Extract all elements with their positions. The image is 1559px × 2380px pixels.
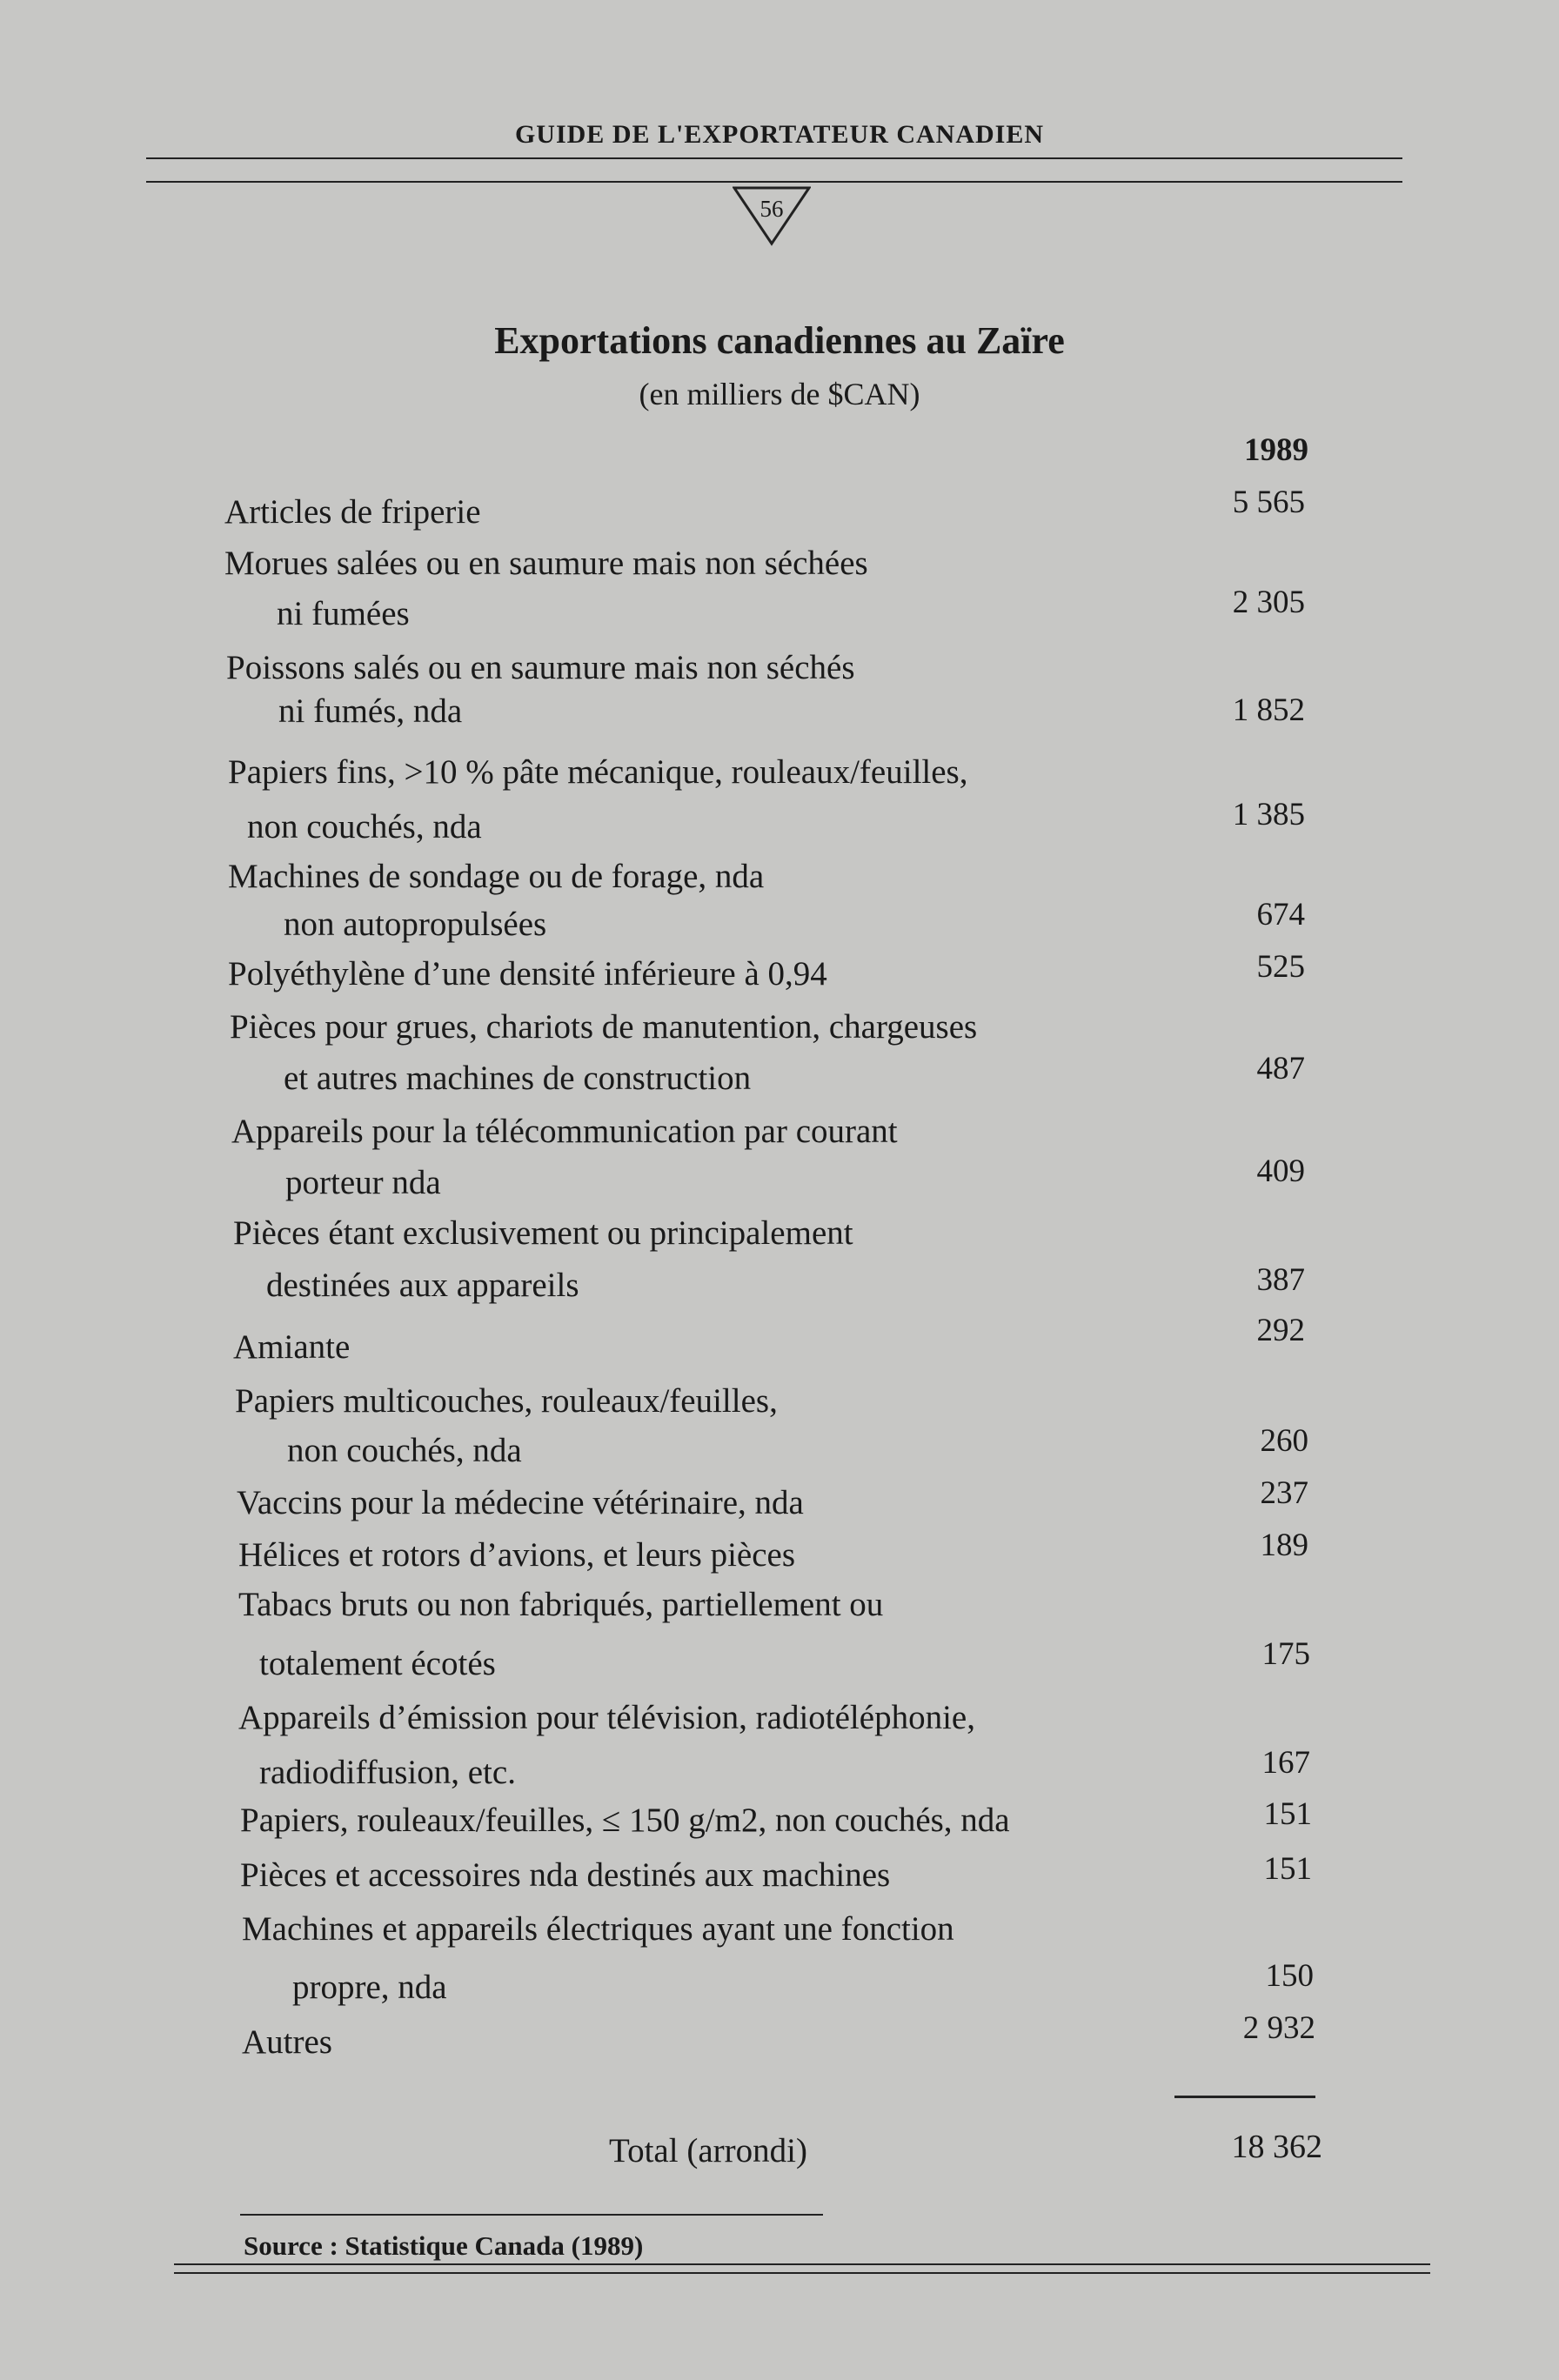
table-subtitle: (en milliers de $CAN) [639,377,920,411]
row-label-continued: radiodiffusion, etc. [259,1754,516,1791]
row-value: 1 385 [1232,797,1305,832]
row-label: Polyéthylène d’une densité inférieure à 0,94 [228,955,827,993]
total-value: 18 362 [1231,2129,1322,2165]
row-label: Vaccins pour la médecine vétérinaire, nda [237,1484,804,1521]
total-label: Total (arrondi) [609,2132,807,2169]
row-value: 2 932 [1242,2010,1315,2046]
row-label-continued: non couchés, nda [247,808,482,846]
row-value: 292 [1256,1313,1305,1348]
row-label: Articles de friperie [224,493,481,531]
row-value: 5 565 [1232,485,1305,520]
row-label: Amiante [233,1328,351,1366]
row-label: Morues salées ou en saumure mais non séchées [224,545,868,582]
row-label-continued: ni fumées [277,595,410,632]
row-value: 260 [1260,1423,1308,1459]
row-label: Autres [242,2023,332,2061]
row-label-continued: et autres machines de construction [284,1060,752,1097]
row-label-continued: non autopropulsées [284,906,547,943]
row-label-continued: totalement écotés [259,1645,496,1682]
row-label: Hélices et rotors d’avions, et leurs pièces [238,1536,796,1574]
row-label: Pièces pour grues, chariots de manutention, chargeuses [230,1008,978,1046]
year-column-header: 1989 [1244,432,1308,468]
row-value: 674 [1256,897,1305,933]
row-label-continued: porteur nda [285,1164,441,1201]
header-rule-lower [146,181,1402,183]
source-rule [240,2214,823,2216]
row-value: 487 [1256,1051,1305,1086]
row-label: Machines de sondage ou de forage, nda [228,858,765,895]
page-number: 56 [759,196,784,222]
row-label-continued: non couchés, nda [287,1432,522,1469]
row-label: Pièces étant exclusivement ou principalement [233,1214,853,1252]
row-value: 167 [1261,1745,1310,1781]
row-value: 1 852 [1232,692,1305,728]
row-value: 150 [1265,1958,1314,1994]
row-value: 409 [1256,1153,1305,1189]
row-label: Appareils d’émission pour télévision, radiotéléphonie, [238,1699,975,1736]
row-label: Papiers multicouches, rouleaux/feuilles, [235,1382,778,1420]
row-label-continued: destinées aux appareils [266,1267,579,1304]
header-rule-upper [146,157,1402,159]
row-value: 151 [1263,1851,1312,1887]
row-value: 2 305 [1232,585,1305,620]
total-rule [1174,2096,1315,2098]
row-value: 387 [1256,1262,1305,1298]
row-label: Pièces et accessoires nda destinés aux machines [240,1856,891,1894]
table-title: Exportations canadiennes au Zaïre [494,319,1065,362]
source-note: Source : Statistique Canada (1989) [244,2230,644,2261]
footer-rule-upper [174,2263,1430,2265]
row-label: Machines et appareils électriques ayant une fonction [242,1910,954,1948]
row-value: 175 [1261,1636,1310,1672]
row-value: 151 [1263,1796,1312,1832]
row-label: Tabacs bruts ou non fabriqués, partiellement ou [238,1586,884,1623]
row-value: 237 [1260,1475,1308,1511]
row-label-continued: ni fumés, nda [278,692,463,730]
row-label-continued: propre, nda [292,1969,447,2006]
footer-rule-lower [174,2272,1430,2274]
row-label: Appareils pour la télécommunication par courant [231,1113,898,1150]
row-label: Poissons salés ou en saumure mais non séchés [226,649,855,686]
row-value: 189 [1260,1528,1308,1563]
running-header-title: GUIDE DE L'EXPORTATEUR CANADIEN [514,120,1045,149]
row-value: 525 [1256,949,1305,985]
row-label: Papiers, rouleaux/feuilles, ≤ 150 g/m2, non couchés, nda [240,1802,1010,1839]
row-label: Papiers fins, >10 % pâte mécanique, rouleaux/feuilles, [228,753,968,791]
